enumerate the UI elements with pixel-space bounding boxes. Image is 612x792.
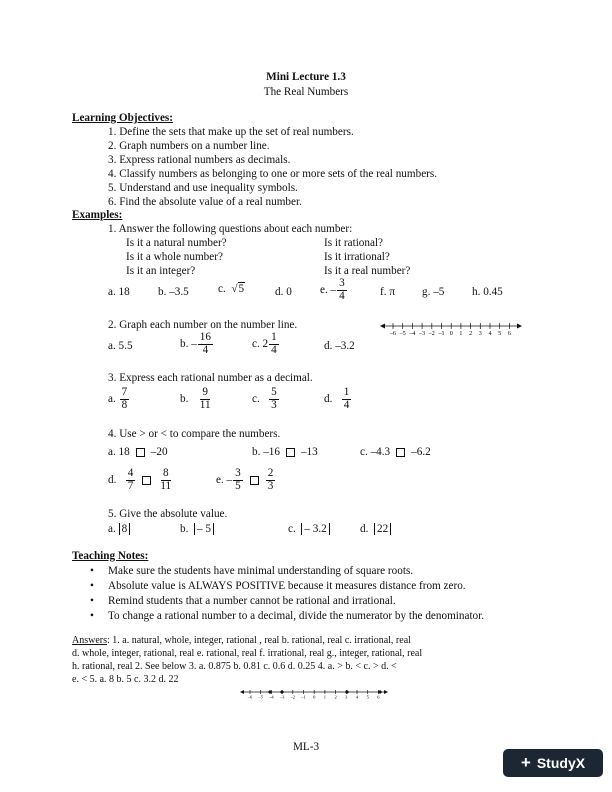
tick-label: –3 bbox=[279, 694, 285, 700]
example-1-prompt: 1. Answer the following questions about each number: bbox=[108, 223, 353, 235]
objective-item: 2. Graph numbers on a number line. bbox=[108, 140, 270, 152]
comparison-box[interactable] bbox=[396, 448, 405, 457]
answers-line: h. rational, real 2. See below 3. a. 0.875 b. 0.81 c. 0.6 d. 0.25 4. a. > b. < c. > d. < bbox=[72, 661, 397, 672]
ex5-item-d: d. 22 bbox=[360, 524, 391, 535]
ex4-item-d: d. $\frac{4}{7}$ $\frac{8}{11}$ bbox=[108, 467, 172, 492]
ex5-item-c: c. – 3.2 bbox=[288, 524, 330, 535]
tick-label: 3 bbox=[478, 331, 482, 337]
sqrt-radicand: 5 bbox=[238, 283, 245, 295]
objective-item: 1. Define the sets that make up the set of real numbers. bbox=[108, 126, 354, 138]
tick-label: –4 bbox=[269, 694, 274, 700]
studyx-logo bbox=[503, 749, 603, 777]
ex1-item-f: f. π bbox=[380, 286, 395, 298]
question-real: Is it a real number? bbox=[324, 265, 411, 277]
ex5-item-b: b. – 5 bbox=[180, 524, 214, 535]
tick-label: –1 bbox=[438, 331, 445, 337]
objective-item: 5. Understand and use inequality symbols. bbox=[108, 182, 298, 194]
objective-item: 4. Classify numbers as belonging to one or more sets of the real numbers. bbox=[108, 168, 438, 180]
page-subtitle: The Real Numbers bbox=[263, 86, 349, 98]
answers-line: Answers: 1. a. natural, whole, integer, rational , real b. rational, real c. irrational, real bbox=[72, 635, 411, 646]
tick-label: –2 bbox=[428, 331, 435, 337]
tick-label: 4 bbox=[355, 694, 359, 700]
ex2-item-a: a. 5.5 bbox=[108, 340, 133, 352]
answers-line: d. whole, integer, rational, real e. rational, real f. irrational, real g., integer, rational, real bbox=[72, 648, 423, 659]
examples-heading: Examples: bbox=[72, 209, 123, 221]
bullet-icon: • bbox=[90, 565, 94, 577]
number-line-example bbox=[380, 318, 522, 342]
tick-label: –5 bbox=[258, 694, 263, 700]
comparison-box[interactable] bbox=[136, 448, 145, 457]
ex1-item-d: d. 0 bbox=[275, 286, 292, 298]
tick-label: 5 bbox=[366, 694, 369, 700]
tick-label: –6 bbox=[247, 694, 253, 700]
ex4-item-e: e. – $\frac{3}{5}$ $\frac{2}{3}$ bbox=[216, 467, 274, 492]
ex3-item-c: c. $\frac{5}{3}$ bbox=[252, 386, 277, 411]
objective-item: 6. Find the absolute value of a real number. bbox=[108, 196, 302, 208]
ex4-item-a: a. 18 –20 bbox=[108, 446, 168, 458]
question-rational: Is it rational? bbox=[324, 237, 384, 249]
comparison-box[interactable] bbox=[286, 448, 295, 457]
tick-label: 1 bbox=[459, 331, 463, 337]
example-5-prompt: 5. Give the absolute value. bbox=[108, 508, 228, 520]
ex1-item-b: b. –3.5 bbox=[158, 286, 189, 298]
ex3-item-a: a. $\frac{7}{8}$ bbox=[108, 386, 128, 411]
plus-icon: + bbox=[520, 753, 531, 772]
tick-label: 3 bbox=[345, 694, 348, 700]
point-minus-four bbox=[268, 690, 271, 693]
ex1-item-e: e. – $\frac{3}{4}$ bbox=[320, 277, 345, 302]
ex1-item-c: c. √5 bbox=[218, 283, 245, 295]
example-3-prompt: 3. Express each rational number as a decimal. bbox=[108, 372, 313, 384]
ex2-item-d: d. –3.2 bbox=[324, 340, 355, 352]
note-item: Remind students that a number cannot be rational and irrational. bbox=[108, 595, 396, 607]
point-five-point-five bbox=[378, 690, 381, 693]
answers-line: e. < 5. a. 8 b. 5 c. 3.2 d. 22 bbox=[72, 674, 179, 685]
example-4-prompt: 4. Use > or < to compare the numbers. bbox=[108, 428, 281, 440]
ex1-item-g: g. –5 bbox=[422, 286, 445, 298]
notes-heading: Teaching Notes: bbox=[72, 550, 149, 562]
tick-label: –5 bbox=[399, 331, 406, 337]
ex4-item-c: c. –4.3 –6.2 bbox=[360, 446, 431, 458]
brand-text: StudyX bbox=[536, 755, 586, 771]
ex1-item-h: h. 0.45 bbox=[472, 286, 503, 298]
tick-label: 2 bbox=[469, 331, 473, 337]
tick-label: –1 bbox=[301, 694, 306, 700]
ex5-item-a: a. 8 bbox=[108, 524, 130, 535]
tick-label: –3 bbox=[419, 331, 426, 337]
question-whole: Is it a whole number? bbox=[126, 251, 223, 263]
question-integer: Is it an integer? bbox=[126, 265, 196, 277]
bullet-icon: • bbox=[90, 580, 94, 592]
tick-label: 6 bbox=[507, 331, 511, 337]
tick-label: –4 bbox=[409, 331, 416, 337]
question-irrational: Is it irrational? bbox=[324, 251, 390, 263]
tick-label: 1 bbox=[323, 694, 327, 700]
note-item: Absolute value is ALWAYS POSITIVE because it measures distance from zero. bbox=[108, 580, 466, 592]
number-line-answer bbox=[240, 686, 388, 704]
ex3-item-d: d. $\frac{1}{4}$ bbox=[324, 386, 350, 411]
tick-label: 0 bbox=[449, 331, 453, 337]
tick-label: 6 bbox=[377, 694, 380, 700]
tick-label: 2 bbox=[334, 694, 337, 700]
objectives-heading: Learning Objectives: bbox=[72, 112, 173, 124]
tick-label: 0 bbox=[313, 694, 316, 700]
ex1-item-a: a. 18 bbox=[108, 286, 130, 298]
example-2-prompt: 2. Graph each number on the number line. bbox=[108, 319, 298, 331]
tick-label: 5 bbox=[498, 331, 502, 337]
page-number: ML-3 bbox=[292, 741, 320, 753]
page-title: Mini Lecture 1.3 bbox=[266, 71, 346, 83]
ex3-item-b: b. $\frac{9}{11}$ bbox=[180, 386, 211, 411]
comparison-box[interactable] bbox=[250, 476, 259, 485]
note-item: Make sure the students have minimal understanding of square roots. bbox=[108, 565, 414, 577]
bullet-icon: • bbox=[90, 610, 94, 622]
ex4-item-b: b. –16 –13 bbox=[252, 446, 318, 458]
question-natural: Is it a natural number? bbox=[126, 237, 227, 249]
point-two-and-a-quarter bbox=[345, 690, 348, 693]
point-minus-three-point-two bbox=[280, 690, 283, 693]
comparison-box[interactable] bbox=[142, 476, 151, 485]
tick-label: –2 bbox=[290, 694, 296, 700]
note-item: To change a rational number to a decimal, divide the numerator by the denominator. bbox=[108, 610, 485, 622]
ex2-item-c: c. 2 $\frac{1}{4}$ bbox=[252, 331, 277, 356]
ex2-item-b: b. – $\frac{16}{4}$ bbox=[180, 331, 211, 356]
tick-label: –6 bbox=[390, 331, 396, 337]
bullet-icon: • bbox=[90, 595, 94, 607]
answers-label: Answers bbox=[72, 635, 107, 646]
tick-label: 4 bbox=[488, 331, 492, 337]
objective-item: 3. Express rational numbers as decimals. bbox=[108, 154, 291, 166]
